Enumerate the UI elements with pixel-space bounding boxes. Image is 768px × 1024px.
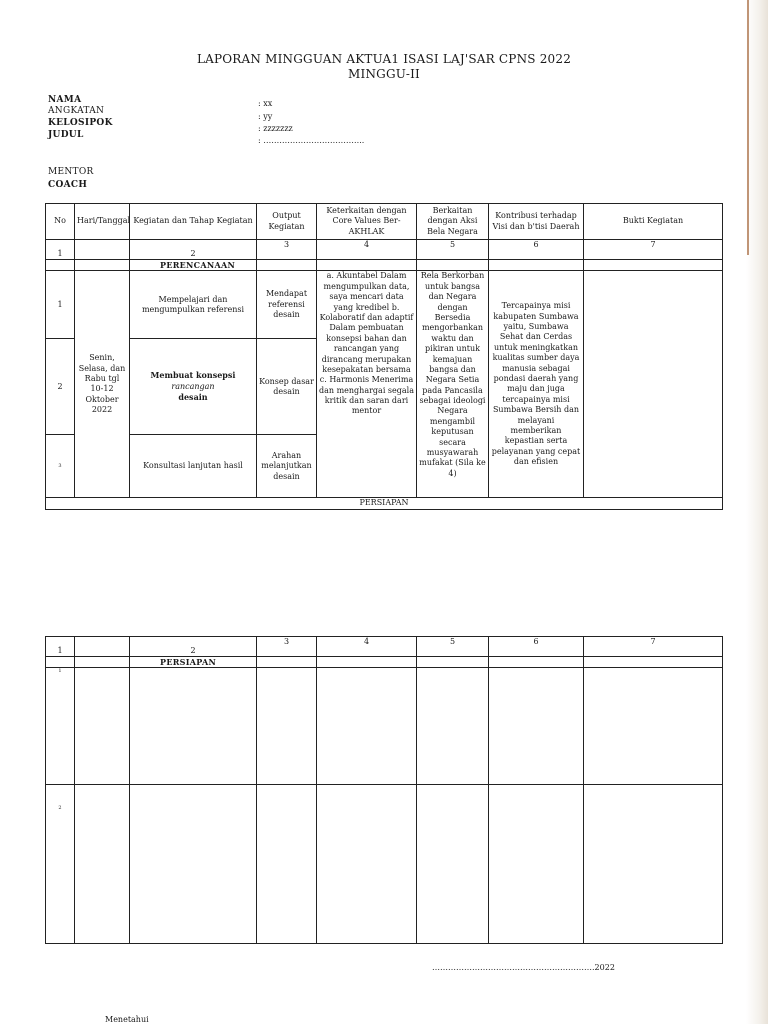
nama-label: NAMA bbox=[48, 95, 82, 105]
number-cell: 2 bbox=[130, 240, 257, 260]
activity-table bbox=[45, 203, 723, 510]
date-placeholder: …………………………………………………….2022 bbox=[432, 963, 615, 972]
table-row bbox=[46, 668, 723, 785]
kegiatan-cell bbox=[130, 339, 257, 435]
header-kegiatan: Kegiatan dan Tahap Kegiatan bbox=[130, 204, 257, 240]
number-row bbox=[46, 637, 723, 657]
approval-label: Menetahui bbox=[105, 1015, 149, 1024]
number-cell bbox=[75, 637, 130, 657]
number-cell: 7 bbox=[584, 240, 723, 260]
section-row bbox=[46, 657, 723, 668]
row-number: 2 bbox=[46, 339, 75, 435]
section-row bbox=[46, 498, 723, 509]
number-cell: 1 bbox=[46, 637, 75, 657]
report-title: LAPORAN MINGGUAN AKTUA1 ISASI LAJ'SAR CPNS 2022 bbox=[196, 52, 572, 66]
row-number: 2 bbox=[46, 785, 75, 944]
page-edge-shadow bbox=[746, 0, 768, 1024]
number-cell: 6 bbox=[489, 240, 584, 260]
number-cell: 6 bbox=[489, 637, 584, 657]
report-subtitle: MINGGU-II bbox=[348, 67, 420, 81]
number-cell: 4 bbox=[317, 240, 417, 260]
table-row bbox=[46, 785, 723, 944]
number-cell: 2 bbox=[130, 637, 257, 657]
number-cell: 4 bbox=[317, 637, 417, 657]
number-cell: 3 bbox=[257, 637, 317, 657]
kegiatan-bold-text-2: desain bbox=[178, 392, 208, 403]
kelompok-label: KELOSIPOK bbox=[48, 118, 113, 128]
table-row bbox=[46, 271, 723, 339]
number-cell: 3 bbox=[257, 240, 317, 260]
header-bela-negara: Berkaitan dengan Aksi Bela Negara bbox=[417, 204, 489, 240]
mentor-label: MENTOR bbox=[48, 167, 94, 177]
section-persiapan-2: PERSIAPAN bbox=[130, 657, 257, 668]
table-header-row bbox=[46, 204, 723, 240]
number-cell bbox=[75, 240, 130, 260]
bukti-cell bbox=[584, 271, 723, 498]
number-cell: 7 bbox=[584, 637, 723, 657]
page-edge-line bbox=[747, 0, 749, 255]
judul-label: JUDUL bbox=[48, 130, 84, 140]
output-cell: Konsep dasar desain bbox=[257, 339, 317, 435]
header-bukti: Bukti Kegiatan bbox=[584, 204, 723, 240]
bela-negara-cell: Rela Berkorban untuk bangsa dan Negara dengan Bersedia mengorbankan waktu dan pikiran untuk kemajuan bangsa dan Negara Setia pada Pancasila sebagai ideologi Negara mengambil keputusan secara musyawarah mufakat (Sila ke 4) bbox=[417, 271, 489, 498]
angkatan-value: : xx bbox=[258, 99, 273, 108]
output-cell: Arahan melanjutkan desain bbox=[257, 435, 317, 498]
judul-value: : zzzzzzz bbox=[258, 124, 293, 133]
coach-label: COACH bbox=[48, 180, 88, 190]
section-persiapan: PERSIAPAN bbox=[46, 498, 723, 509]
header-output: Output Kegiatan bbox=[257, 204, 317, 240]
kegiatan-cell: Mempelajari dan mengumpulkan referensi bbox=[130, 271, 257, 339]
row-number: 3 bbox=[46, 435, 75, 498]
activity-table-page2 bbox=[45, 636, 723, 944]
number-cell: 5 bbox=[417, 637, 489, 657]
judul-value-dots: : ……………………………….. bbox=[258, 136, 365, 145]
visi-misi-cell: Tercapainya misi kabupaten Sumbawa yaitu, Sumbawa Sehat dan Cerdas untuk meningkatkan kualitas sumber daya manusia sebagai pondasi daerah yang maju dan juga tercapainya misi Sumbawa Bersih dan melayani memberikan kepastian serta pelayanan yang cepat dan efisien bbox=[489, 271, 584, 498]
section-perencanaan: PERENCANAAN bbox=[130, 260, 257, 271]
kelompok-value: : yy bbox=[258, 112, 273, 121]
date-cell: Senin, Selasa, dan Rabu tgl 10-12 Oktober 2022 bbox=[75, 271, 130, 498]
row-number: 1 bbox=[46, 668, 75, 785]
kegiatan-bold-text: Membuat konsepsi bbox=[150, 370, 236, 381]
angkatan-label: ANGKATAN bbox=[48, 106, 105, 116]
section-row bbox=[46, 260, 723, 271]
number-cell: 1 bbox=[46, 240, 75, 260]
header-core-values: Keterkaitan dengan Core Values Ber- AKHLAK bbox=[317, 204, 417, 240]
kegiatan-cell: Konsultasi lanjutan hasil bbox=[130, 435, 257, 498]
output-cell: Mendapat referensi desain bbox=[257, 271, 317, 339]
core-values-cell: a. Akuntabel Dalam mengumpulkan data, saya mencari data yang kredibel b. Kolaboratif dan adaptif Dalam pembuatan konsepsi bahan dan rancangan yang dirancang merupakan kesepakatan bersama c. Harmonis Menerima dan menghargai segala kritik dan saran dari mentor bbox=[317, 271, 417, 498]
header-visi-misi: Kontribusi terhadap Visi dan b'tisi Daerah bbox=[489, 204, 584, 240]
row-number: 1 bbox=[46, 271, 75, 339]
number-row bbox=[46, 240, 723, 260]
header-no: No bbox=[46, 204, 75, 240]
number-cell: 5 bbox=[417, 240, 489, 260]
header-hari: Hari/Tanggal bbox=[75, 204, 130, 240]
kegiatan-italic-text: rancangan bbox=[171, 381, 215, 391]
